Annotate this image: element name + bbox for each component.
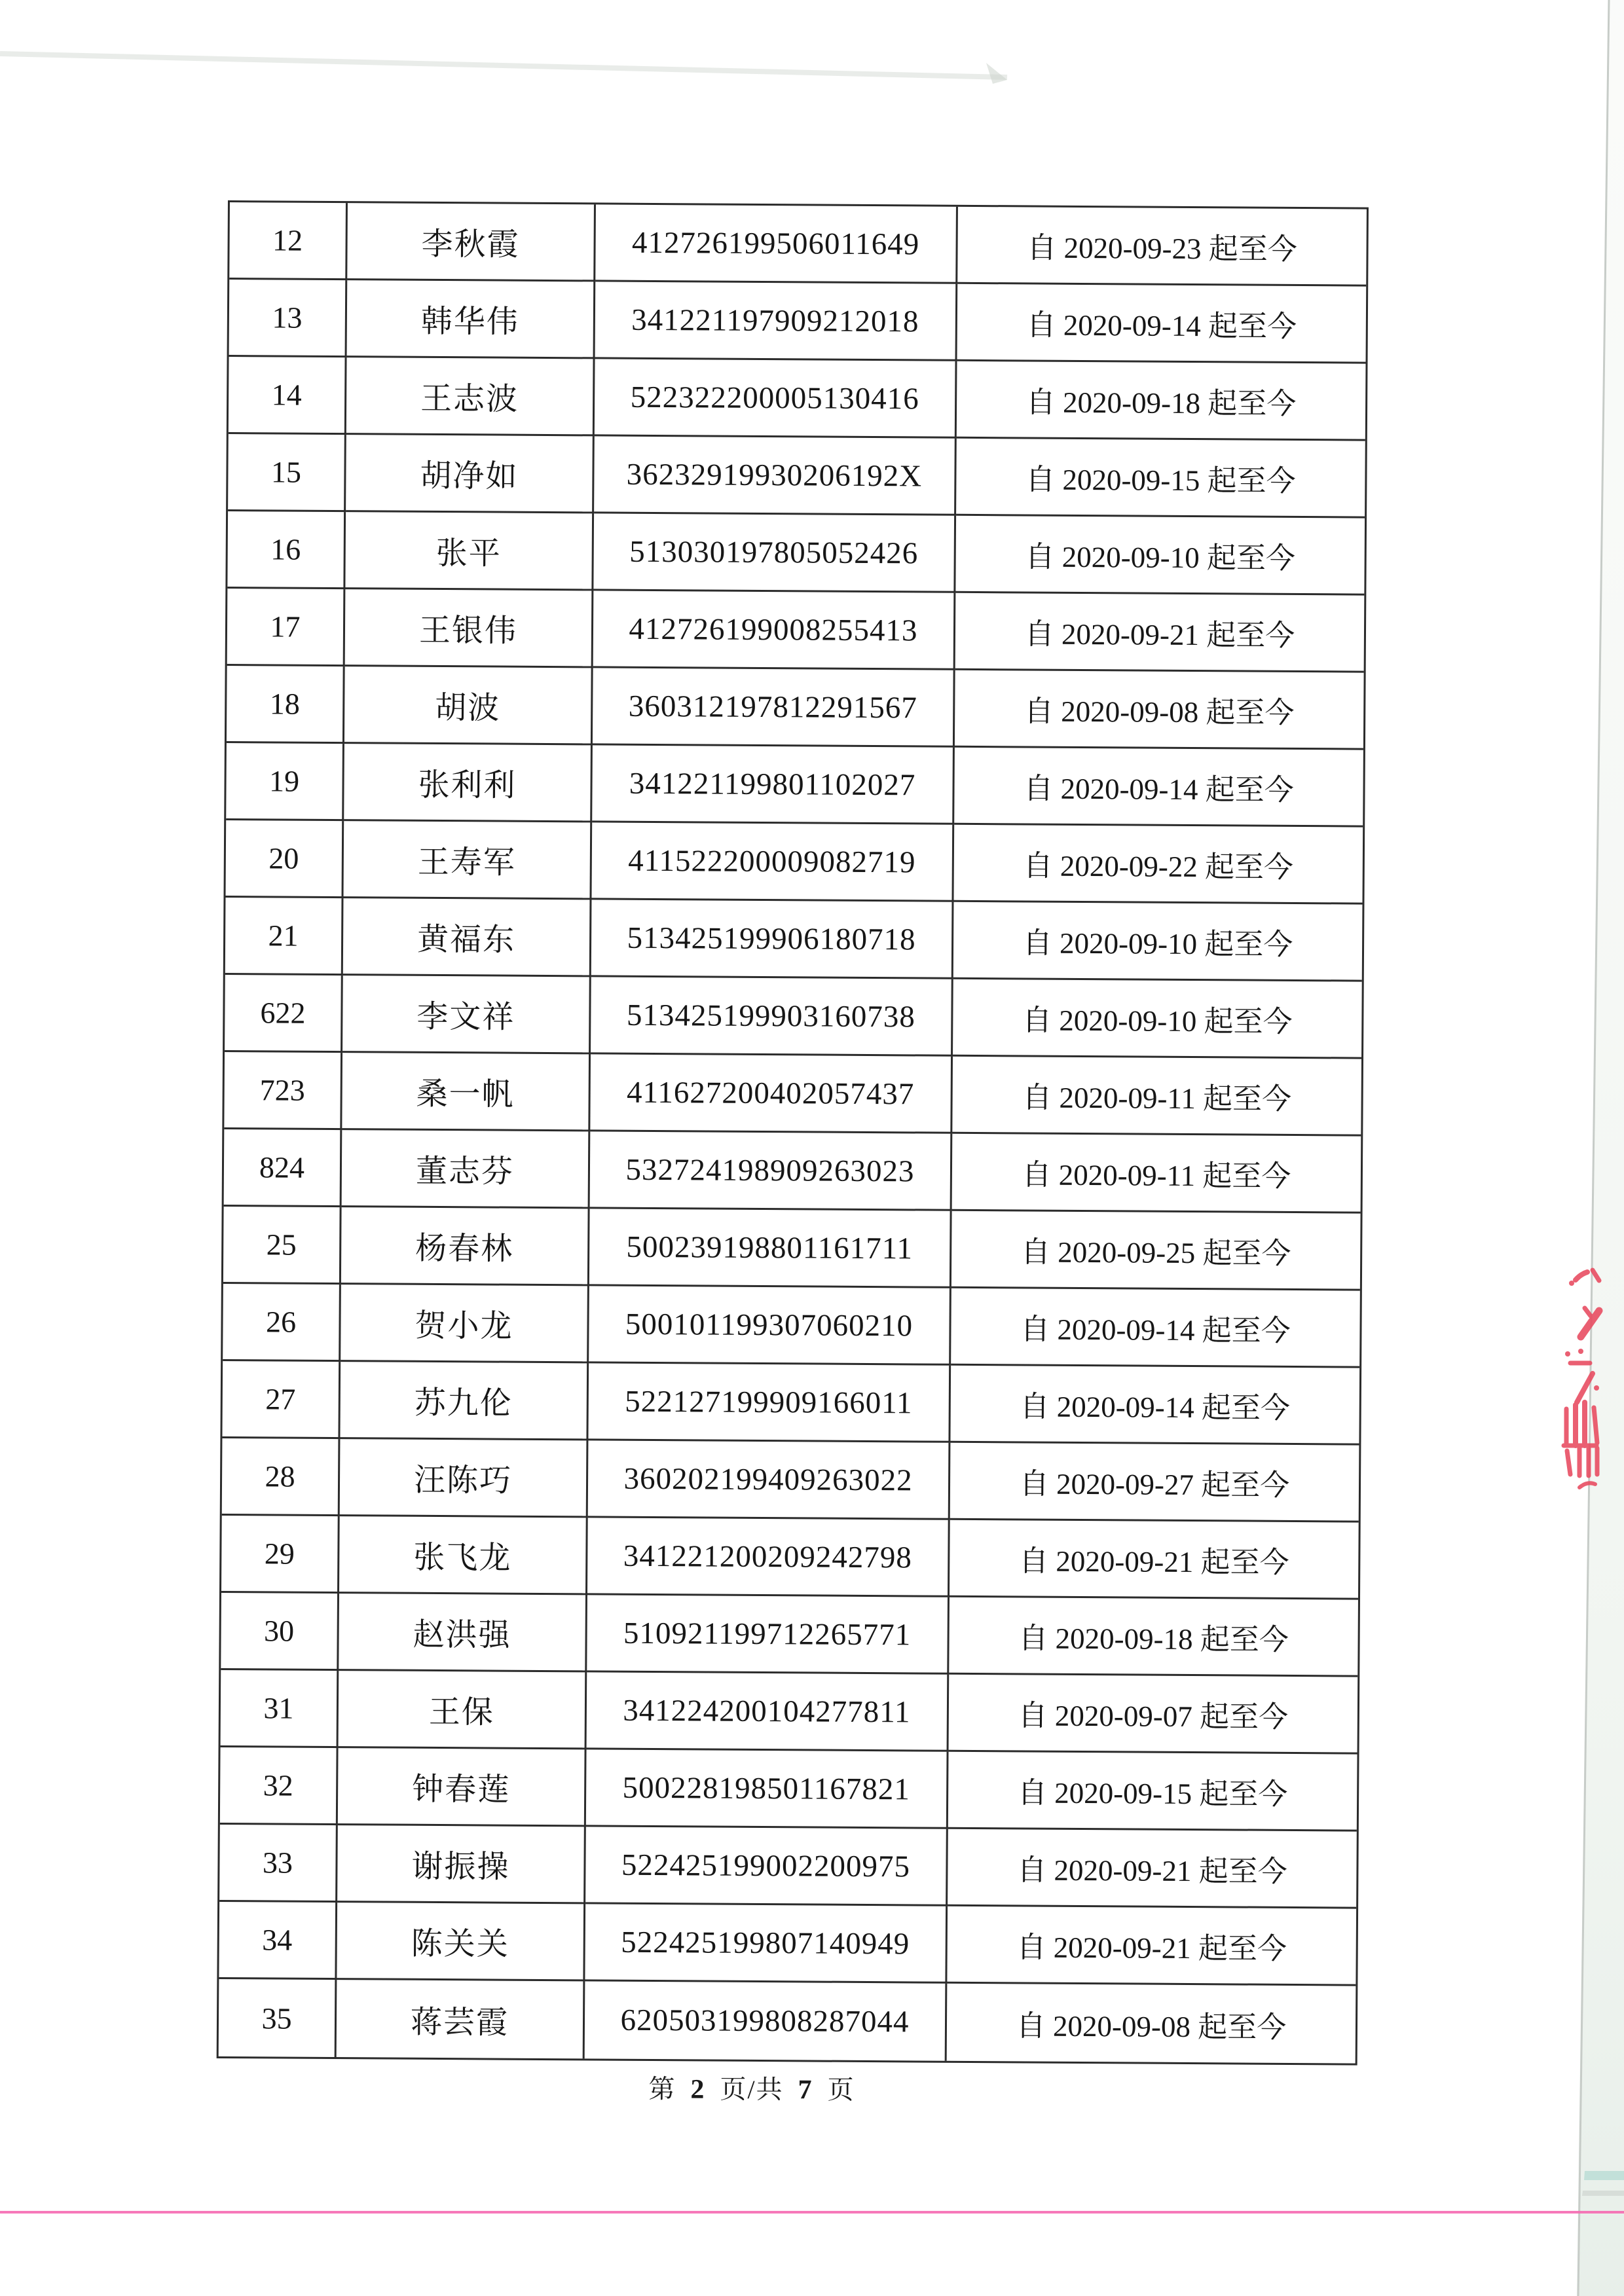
- row-number-cell: 13: [229, 280, 348, 357]
- id-number-cell: 510921199712265771: [587, 1595, 950, 1674]
- period-cell: 自 2020-09-21 起至今: [950, 1520, 1359, 1600]
- id-number-cell: 522425199002200975: [585, 1827, 948, 1906]
- paper-top-edge-shadow: [0, 54, 1007, 77]
- row-number-cell: 19: [226, 743, 344, 821]
- name-cell: 桑一帆: [342, 1053, 591, 1131]
- id-number-cell: 341221199801102027: [592, 745, 955, 824]
- name-cell: 张飞龙: [339, 1516, 588, 1595]
- name-cell: 王寿军: [343, 821, 592, 900]
- period-cell: 自 2020-09-14 起至今: [951, 1288, 1360, 1368]
- period-cell: 自 2020-09-14 起至今: [954, 748, 1363, 828]
- name-cell: 胡波: [344, 666, 593, 745]
- row-number-cell: 622: [225, 975, 343, 1053]
- row-number-cell: 31: [221, 1670, 339, 1748]
- name-cell: 杨春林: [341, 1207, 590, 1286]
- period-cell: 自 2020-09-18 起至今: [949, 1597, 1358, 1677]
- footer-label-front: 第: [648, 2074, 676, 2104]
- name-cell: 汪陈巧: [340, 1439, 589, 1518]
- name-cell: 蒋芸霞: [337, 1980, 585, 2058]
- row-number-cell: 21: [225, 898, 344, 975]
- period-cell: 自 2020-09-27 起至今: [950, 1443, 1359, 1523]
- period-cell: 自 2020-09-07 起至今: [949, 1675, 1358, 1755]
- name-cell: 黄福东: [343, 898, 592, 977]
- red-seal-fragments-icon: [1564, 1270, 1599, 1487]
- id-number-cell: 412726199008255413: [593, 591, 956, 670]
- right-page-edge-strip: [1577, 0, 1624, 2296]
- period-cell: 自 2020-09-18 起至今: [957, 361, 1366, 441]
- name-cell: 王志波: [346, 357, 595, 436]
- right-page-edge-line: [1578, 0, 1609, 2296]
- name-cell: 苏九伦: [340, 1362, 589, 1440]
- pink-scan-line: [0, 2211, 1624, 2214]
- name-cell: 胡净如: [346, 435, 595, 513]
- name-cell: 钟春莲: [338, 1748, 587, 1827]
- footer-label-middle: 页/共: [720, 2074, 784, 2105]
- name-cell: 王保: [339, 1671, 587, 1749]
- period-cell: 自 2020-09-10 起至今: [953, 902, 1363, 982]
- teal-band-artifact: [1584, 2171, 1624, 2180]
- row-number-cell: 32: [220, 1747, 339, 1825]
- period-cell: 自 2020-09-14 起至今: [957, 284, 1367, 364]
- name-cell: 赵洪强: [339, 1594, 587, 1672]
- period-cell: 自 2020-09-21 起至今: [947, 1906, 1356, 1986]
- period-cell: 自 2020-09-11 起至今: [952, 1057, 1361, 1137]
- id-number-cell: 341221200209242798: [587, 1518, 950, 1597]
- row-number-cell: 33: [219, 1825, 338, 1903]
- row-number-cell: 35: [219, 1979, 337, 2057]
- footer-page-number: 2: [690, 2074, 706, 2105]
- row-number-cell: 29: [221, 1516, 340, 1594]
- id-number-cell: 411627200402057437: [590, 1054, 953, 1133]
- paper-top-edge-notch: [986, 63, 1007, 84]
- period-cell: 自 2020-09-22 起至今: [953, 825, 1363, 905]
- name-cell: 李秋霞: [347, 203, 596, 282]
- id-number-cell: 341221197909212018: [595, 282, 958, 361]
- id-number-cell: 532724198909263023: [590, 1131, 953, 1211]
- period-cell: 自 2020-09-14 起至今: [950, 1366, 1359, 1446]
- period-cell: 自 2020-09-10 起至今: [955, 516, 1365, 596]
- row-number-cell: 12: [229, 202, 348, 280]
- name-cell: 王银伟: [345, 589, 594, 668]
- row-number-cell: 15: [228, 434, 346, 512]
- row-number-cell: 27: [222, 1361, 341, 1439]
- row-number-cell: 14: [229, 357, 347, 435]
- row-number-cell: 20: [225, 820, 344, 898]
- id-number-cell: 513425199906180718: [591, 900, 954, 979]
- id-number-cell: 620503199808287044: [585, 1981, 948, 2060]
- id-number-cell: 500101199307060210: [589, 1286, 951, 1365]
- period-cell: 自 2020-09-15 起至今: [948, 1752, 1357, 1832]
- name-cell: 谢振操: [337, 1825, 586, 1904]
- period-cell: 自 2020-09-08 起至今: [1016, 2009, 1287, 2044]
- id-number-cell: 341224200104277811: [587, 1672, 950, 1751]
- period-cell: 自 2020-09-11 起至今: [952, 1134, 1361, 1214]
- id-number-cell: 522425199807140949: [585, 1904, 948, 1983]
- id-number-cell: 522127199909166011: [588, 1363, 951, 1442]
- footer-label-back: 页: [827, 2075, 855, 2105]
- row-number-cell: 824: [224, 1129, 342, 1207]
- id-number-cell: 360202199409263022: [588, 1440, 951, 1520]
- gray-band-artifact: [1582, 2191, 1624, 2196]
- period-cell: 自 2020-09-25 起至今: [951, 1211, 1361, 1291]
- row-number-cell: 25: [223, 1207, 342, 1285]
- id-number-cell: 513425199903160738: [591, 977, 953, 1056]
- id-number-cell: 513030197805052426: [593, 513, 956, 592]
- period-cell: 自 2020-09-21 起至今: [948, 1829, 1357, 1909]
- page-footer: [228, 2067, 1276, 2109]
- period-cell: 自 2020-09-10 起至今: [953, 979, 1362, 1059]
- row-number-cell: 16: [227, 511, 346, 589]
- period-cell: 自 2020-09-21 起至今: [955, 593, 1365, 673]
- name-cell: 董志芬: [342, 1130, 591, 1209]
- row-number-cell: 26: [223, 1284, 341, 1362]
- period-cell: 自 2020-09-08 起至今: [955, 670, 1364, 750]
- id-number-cell: 500228198501167821: [586, 1749, 949, 1829]
- period-cell: 自 2020-09-23 起至今: [957, 207, 1367, 287]
- period-cell: 自 2020-09-15 起至今: [956, 439, 1365, 519]
- id-number-cell: 522322200005130416: [595, 359, 957, 438]
- row-number-cell: 28: [222, 1438, 341, 1516]
- name-cell: 贺小龙: [341, 1285, 589, 1363]
- row-number-cell: 34: [219, 1902, 337, 1980]
- row-number-cell: 723: [224, 1052, 342, 1130]
- id-number-cell: 500239198801161711: [589, 1209, 952, 1288]
- id-number-cell: 36232919930206192X: [594, 436, 957, 515]
- name-cell: 陈关关: [337, 1903, 585, 1981]
- id-number-cell: 360312197812291567: [593, 668, 955, 747]
- name-cell: 张利利: [344, 744, 593, 822]
- footer-total-pages: 7: [798, 2075, 813, 2105]
- name-cell: 韩华伟: [347, 280, 596, 359]
- row-number-cell: 17: [227, 589, 346, 666]
- id-number-cell: 412726199506011649: [595, 204, 958, 283]
- row-number-cell: 30: [221, 1593, 339, 1671]
- id-number-cell: 411522200009082719: [591, 822, 954, 902]
- name-cell: 李文祥: [342, 975, 591, 1054]
- name-cell: 张平: [345, 512, 594, 591]
- records-table: [217, 200, 1369, 2066]
- row-number-cell: 18: [227, 666, 345, 744]
